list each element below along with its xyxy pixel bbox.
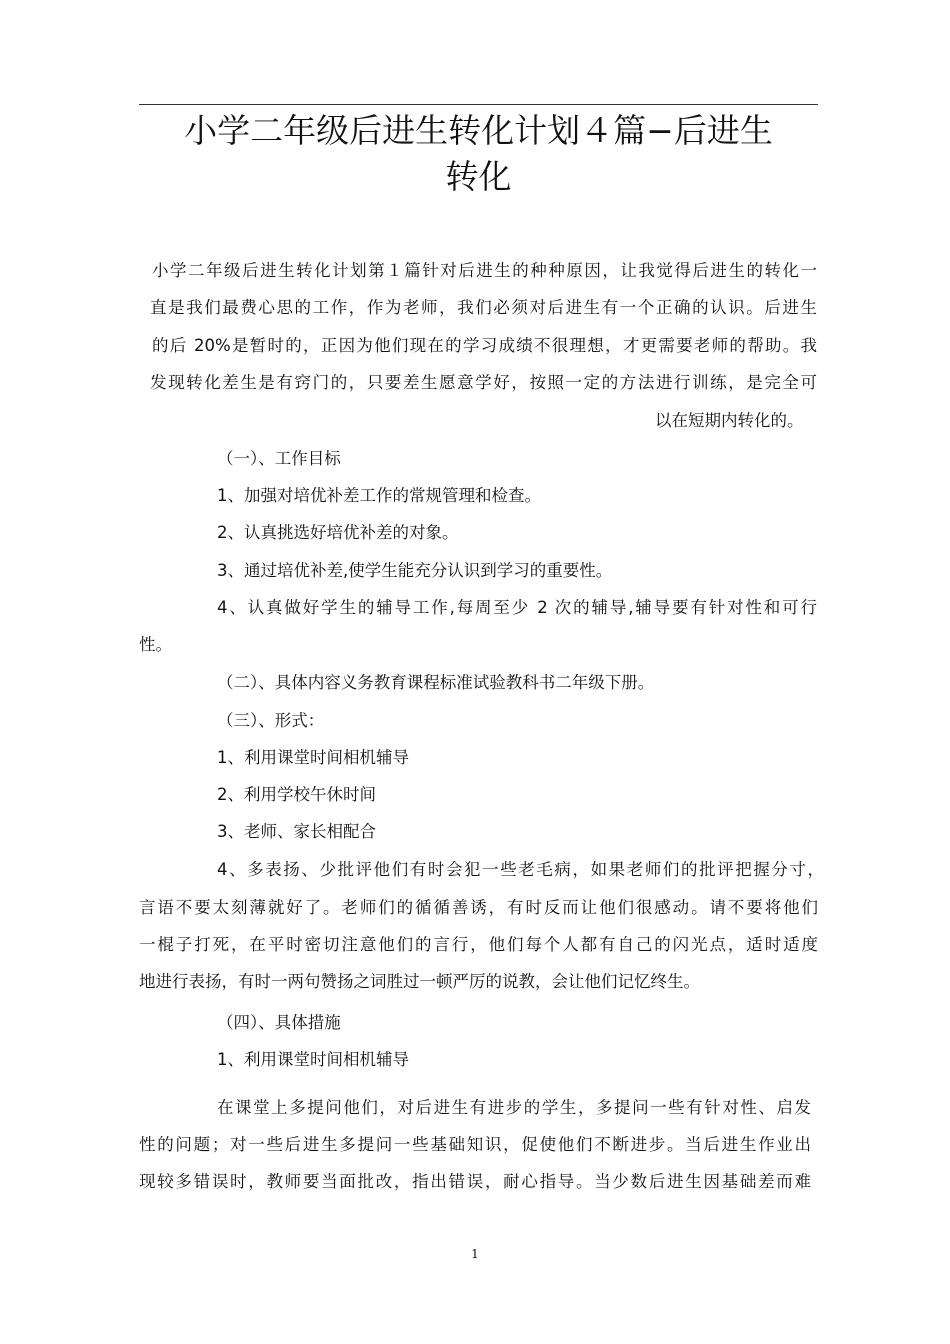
document-title	[139, 108, 818, 200]
section-heading-2: （二）、具体内容义务教育课程标准试验教科书二年级下册。	[217, 673, 655, 692]
section-heading-4: （四）、具体措施	[217, 1013, 341, 1032]
paragraph-line: 现较多错误时，教师要当面批改，指出错误，耐心指导。当少数后进生因基础差而难	[139, 1172, 811, 1191]
section-heading-1: （一）、工作目标	[217, 449, 341, 468]
list-item: 3、老师、家长相配合	[217, 822, 376, 841]
intro-line-1: 小学二年级后进生转化计划第１篇针对后进生的种种原因，让我觉得后进生的转化一	[152, 261, 817, 280]
list-item: 1、利用课堂时间相机辅导	[217, 748, 409, 767]
intro-line-5: 以在短期内转化的。	[655, 411, 804, 430]
title-line-1: 小学二年级后进生转化计划４篇−后进生	[184, 111, 773, 150]
paragraph-line: 一棍子打死，在平时密切注意他们的言行，他们每个人都有自己的闪光点，适时适度	[139, 935, 818, 954]
page-number: 1	[471, 1247, 479, 1261]
list-item-continuation: 性。	[139, 635, 172, 654]
intro-line-3: 的后 20%是暂时的，正因为他们现在的学习成绩不很理想，才更需要老师的帮助。我	[152, 336, 817, 355]
intro-line-4: 发现转化差生是有窍门的，只要差生愿意学好，按照一定的方法进行训练，是完全可	[150, 373, 817, 392]
paragraph-line: 言语不要太刻薄就好了。老师们的循循善诱，有时反而让他们很感动。请不要将他们	[139, 898, 818, 917]
paragraph-line: 4、多表扬、少批评他们有时会犯一些老毛病，如果老师们的批评把握分寸，	[217, 860, 824, 879]
header-rule	[139, 104, 818, 105]
list-item: 3、通过培优补差,使学生能充分认识到学习的重要性。	[217, 561, 613, 580]
paragraph-line: 地进行表扬，有时一两句赞扬之词胜过一顿严厉的说教，会让他们记忆终生。	[139, 972, 700, 991]
paragraph-line: 在课堂上多提问他们，对后进生有进步的学生，多提问一些有针对性、启发	[217, 1098, 811, 1117]
list-item: 2、认真挑选好培优补差的对象。	[217, 523, 459, 542]
intro-line-2: 直是我们最费心思的工作，作为老师，我们必须对后进生有一个正确的认识。后进生	[150, 298, 817, 317]
list-item: 2、利用学校午休时间	[217, 785, 376, 804]
paragraph-line: 性的问题；对一些后进生多提问一些基础知识，促使他们不断进步。当后进生作业出	[139, 1135, 811, 1154]
list-item: 1、利用课堂时间相机辅导	[217, 1050, 409, 1069]
list-item: 4、认真做好学生的辅导工作,每周至少 2 次的辅导,辅导要有针对性和可行	[217, 598, 817, 617]
title-line-2: 转化	[445, 157, 512, 196]
section-heading-3: （三）、形式：	[217, 711, 325, 730]
list-item: 1、加强对培优补差工作的常规管理和检查。	[217, 486, 541, 505]
